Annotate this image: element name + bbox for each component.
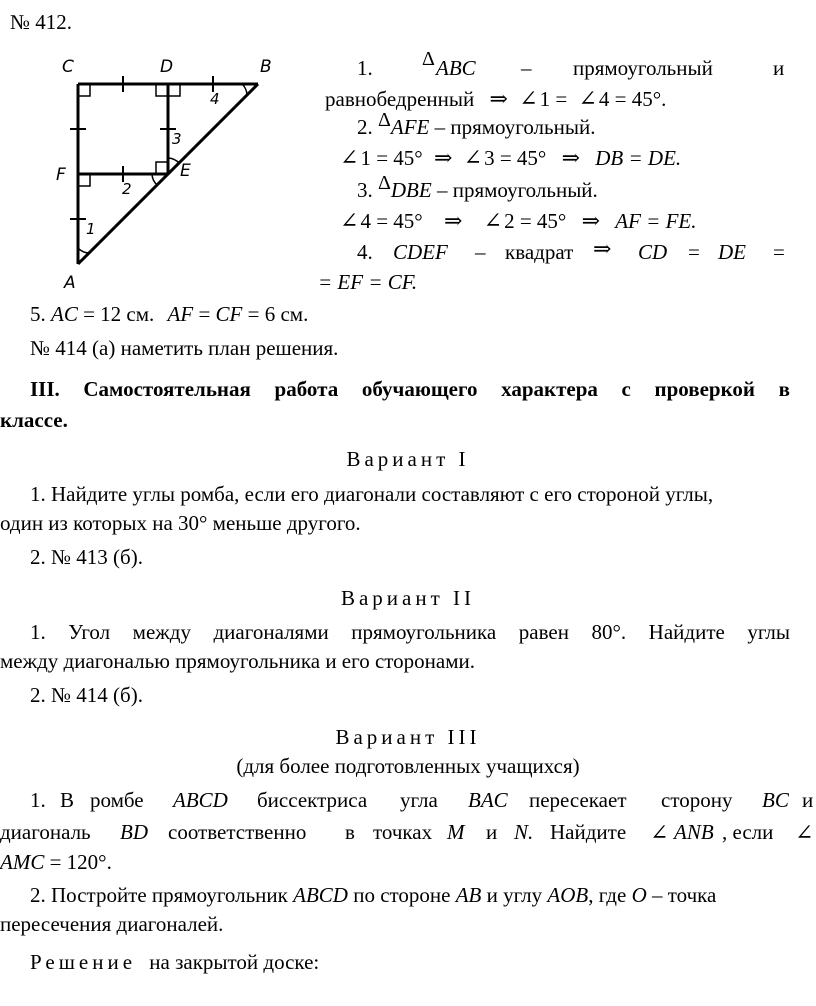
arc-angle-1 [78,248,89,253]
v3t1-bd: BD [120,820,148,844]
step-2-line-2 [340,145,681,171]
step-3-text: – прямоугольный. [436,178,598,202]
step-2-num: 2. [357,115,373,139]
variant-1-task-1-line-1: 1. Найдите углы ромба, если его диагонали составляют с его стороной углы, [30,482,714,506]
v3t2-aob: AOB [547,883,589,907]
step-3-line-2 [340,208,696,234]
step-5-cf: CF [215,302,243,326]
v3t1-amc-val: = 120°. [49,850,112,874]
step-4-eq2: = [773,240,785,264]
step-4-dash: – [475,240,486,264]
angle-icon: ∠ [795,820,814,845]
implies-icon: ⇒ [593,236,612,261]
v3t2-e: – точка [651,883,717,907]
v3t1-w6: сторону [661,788,733,812]
angle-label-3: 3 [172,130,182,148]
variant-2-heading: Вариант II [340,586,476,610]
angle-label-4: 4 [210,90,220,108]
v3t2-c: и углу [486,883,543,907]
solution-rest: на закрытой доске: [149,950,320,974]
vertex-a: A [64,273,76,292]
implies-icon: ⇒ [581,208,600,233]
v3t1-bc: BC [762,788,789,812]
solution-line [30,950,319,975]
step-4-word: квадрат [505,240,574,264]
variant-2-task-1-line-1: 1. Угол между диагоналями прямоугольника равен 80°. Найдите углы [30,620,790,644]
step-4-cd: CD [638,240,668,264]
problem-number: № 412. [10,10,73,34]
section-heading-line-1: III. Самостоятельная работа обучающего характера с проверкой в [30,377,790,401]
v3t1-w3: биссектриса [257,788,368,812]
v3t1-num: 1. [30,788,46,812]
angle-label-2: 2 [122,180,132,198]
step-4-de: DE [718,240,746,264]
step-3-line-1 [357,172,598,203]
step-4-eq1: = [688,240,700,264]
variant-1-task-2: 2. № 413 (б). [30,545,143,569]
v3t1-w4: угла [400,788,438,812]
vertex-e: E [180,161,191,181]
v3t1-w7: и [802,788,814,812]
step-2-eq-a: 1 = 45° [360,146,423,170]
v3t1-l2f: Найдите [550,820,627,844]
variant-1-task-1-line-2: один из которых на 30° меньше другого. [0,511,361,535]
step-2-line-1 [357,109,596,140]
v3t2-a: 2. Постройте прямоугольник [30,883,288,907]
v3t1-w5: пересекает [529,788,627,812]
task-414: № 414 (а) наметить план решения. [30,336,339,360]
angle-label-1: 1 [86,220,96,238]
angle-icon: ∠ [483,208,503,233]
triangle-icon: Δ [378,172,391,194]
angle-icon: ∠ [340,145,359,170]
step-4-line-2: = EF = CF. [318,270,418,294]
variant-3-heading: Вариант III [335,725,481,749]
step-5-cf-val: = 6 см. [247,302,309,326]
step-2-triangle: AFE [390,115,430,139]
v3t2-d: , где [588,883,627,907]
v3t1-l2e: и [486,820,498,844]
v3t1-w2: ромбе [90,788,144,812]
v3t1-l2g: , если [722,820,774,844]
angle-icon: ∠ [340,208,359,233]
step-5-ac-val: = 12 см. [83,302,155,326]
implies-icon: ⇒ [561,145,580,170]
variant-3-task-1-line-3 [0,850,112,875]
variant-3-task-2-line-1 [30,883,716,908]
implies-icon: ⇒ [433,145,453,170]
step-5-af: AF [167,302,194,326]
variant-1-heading: Вариант I [346,447,470,471]
angle-icon: ∠ [650,820,669,845]
step-5-ac: AC [51,302,78,326]
v3t1-l2a: диагональ [0,820,91,844]
step-3-eq-a: 4 = 45° [360,209,423,233]
solution-label: Решение [30,950,137,974]
step-1-eq-b: 4 = 45°. [598,87,667,111]
vertex-c: C [62,57,74,77]
step-2-result: DB = DE. [595,146,682,170]
v3t1-bac: BAC [468,788,508,812]
implies-icon: ⇒ [489,86,508,111]
vertex-b: B [260,57,272,77]
step-1-eq-a: 1 = [539,87,568,111]
angle-icon: ∠ [463,145,483,170]
section-heading-line-2: классе. [0,408,68,432]
angle-icon: ∠ [578,86,597,111]
step-1-word-2: равнобедренный [325,87,475,111]
variant-3-subheading: (для более подготовленных учащихся) [236,754,580,778]
arc-angle-2 [152,174,157,185]
step-1-line-2 [325,86,666,112]
step-3-triangle: DBE [390,178,432,202]
step-5-num: 5. [30,302,46,326]
right-angle-d-left [156,84,168,96]
triangle-icon: Δ [378,109,391,131]
right-angle-c [78,84,90,96]
v3t1-l2c: в [345,820,355,844]
step-3-eq-b: 2 = 45° [504,209,567,233]
angle-icon: ∠ [519,86,538,111]
step-2-eq-b: 3 = 45° [484,146,547,170]
arc-angle-4 [242,84,247,95]
v3t1-m: M [447,820,465,844]
variant-2-task-1-line-2: между диагональю прямоугольника и его сторонами. [0,649,476,673]
step-1-triangle: ABC [436,56,476,80]
right-angle-e [156,162,168,174]
step-1-num: 1. [357,56,373,80]
right-angle-d-right [168,84,180,96]
variant-2-task-2: 2. № 414 (б). [30,683,143,707]
step-2-text: – прямоугольный. [434,115,596,139]
step-5-eq: = [198,302,211,326]
v3t1-anb: ANB [674,820,714,844]
step-1-word: прямоугольный [573,56,713,80]
step-1-dash: – [521,56,532,80]
v3t2-ab: AB [455,883,482,907]
step-1-and: и [773,56,785,80]
vertex-f: F [56,165,66,185]
implies-icon: ⇒ [443,208,463,233]
arc-angle-3 [168,158,179,163]
v3t1-n: N. [514,820,534,844]
right-angle-f [78,174,90,186]
step-3-result: AF = FE. [615,209,697,233]
v3t1-l2d: точках [373,820,433,844]
v3t1-w1: В [60,788,75,812]
step-3-num: 3. [357,178,373,202]
v3t1-amc: AMC [0,850,45,874]
v3t2-b: по стороне [353,883,451,907]
variant-3-task-2-line-2: пересечения диагоналей. [0,912,224,936]
v3t2-o: O [631,883,647,907]
step-5 [30,302,308,327]
triangle-figure [48,52,288,292]
v3t1-l2b: соответственно [168,820,307,844]
triangle-icon: Δ [422,48,435,70]
step-4-num: 4. [357,240,373,264]
vertex-d: D [160,57,174,77]
v3t1-abcd: ABCD [173,788,228,812]
step-4-name: CDEF [393,240,448,264]
v3t2-abcd: ABCD [293,883,348,907]
